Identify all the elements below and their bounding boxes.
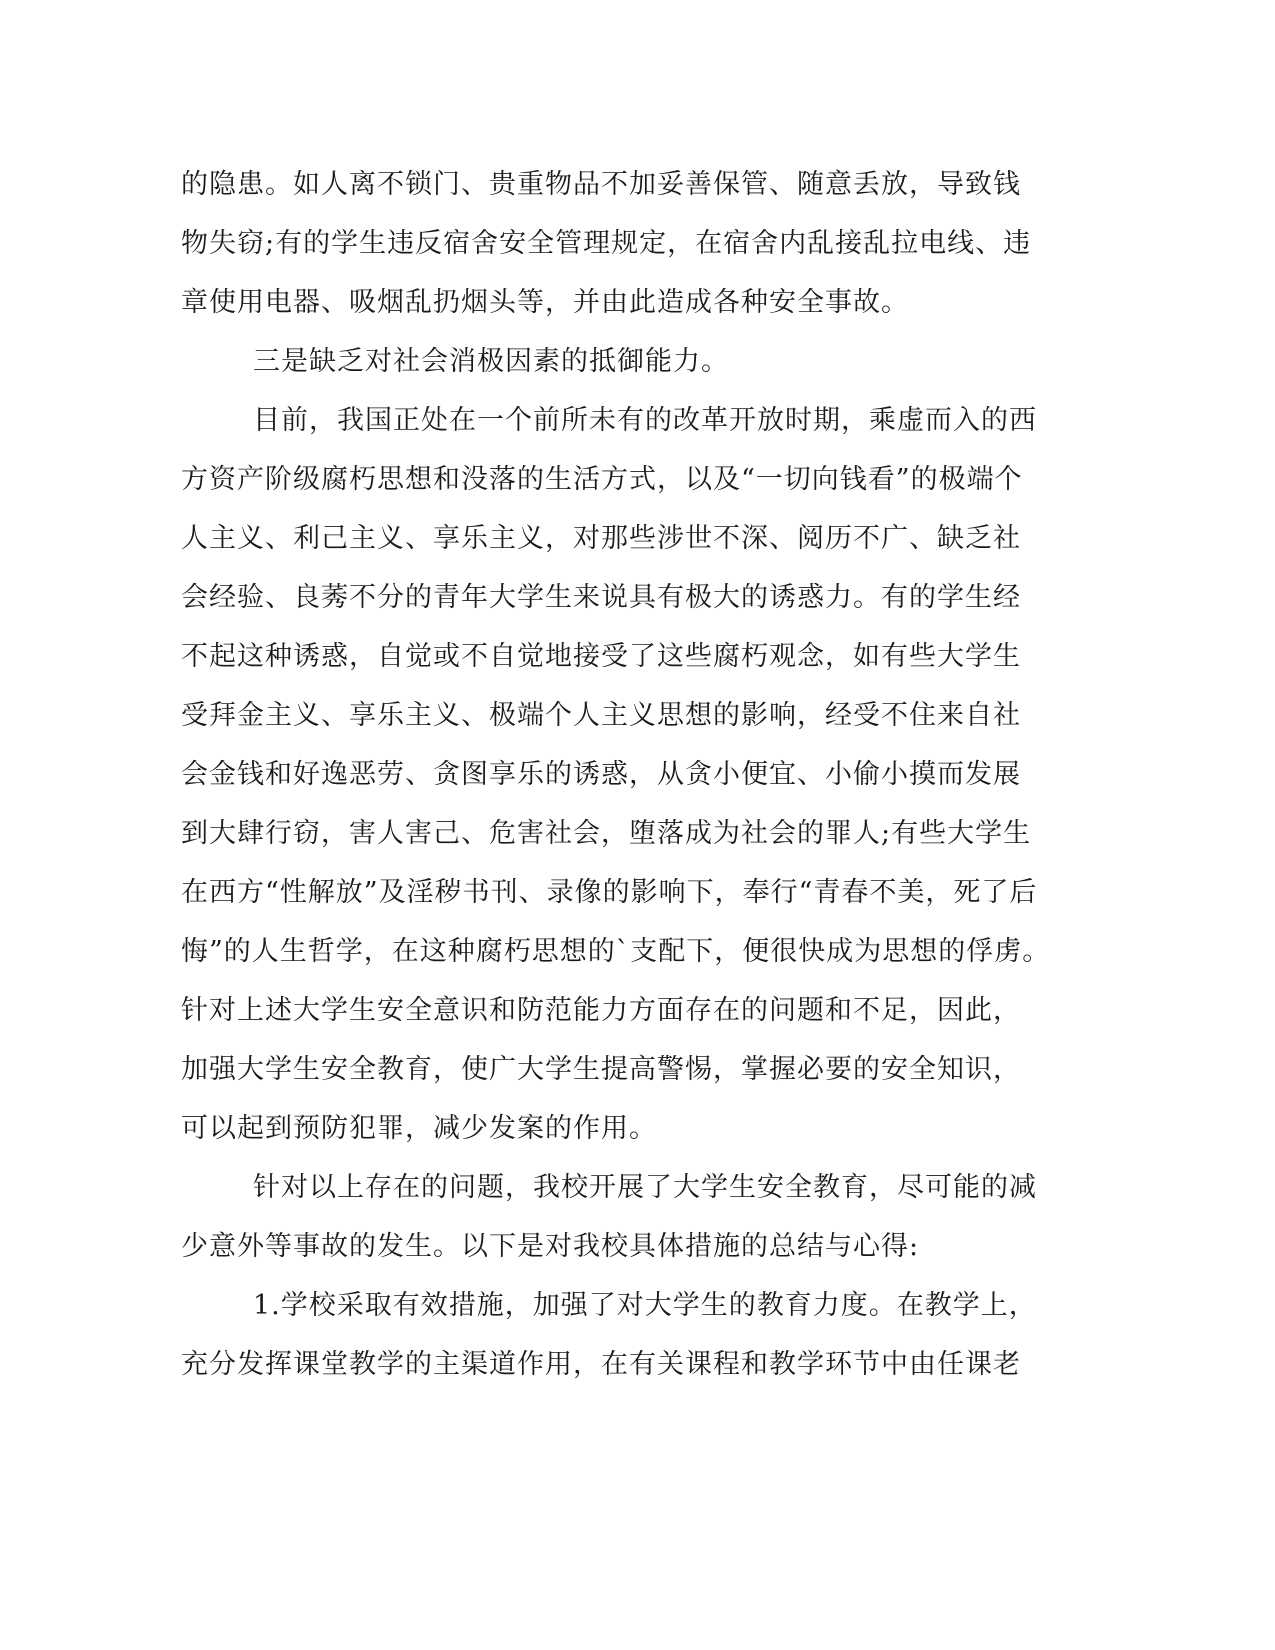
text-line: 目前，我国正处在一个前所未有的改革开放时期，乘虚而入的西 (253, 405, 1037, 436)
text-line: 方资产阶级腐朽思想和没落的生活方式，以及“一切向钱看”的极端个 (181, 464, 1023, 495)
text-line: 三是缺乏对社会消极因素的抵御能力。 (253, 346, 729, 377)
text-line: 悔”的人生哲学，在这种腐朽思想的`支配下，便很快成为思想的俘虏。 (181, 936, 1051, 967)
text-line: 会经验、良莠不分的青年大学生来说具有极大的诱惑力。有的学生经 (181, 582, 1021, 613)
text-line: 受拜金主义、享乐主义、极端个人主义思想的影响，经受不住来自社 (181, 700, 1021, 731)
document-body (181, 155, 1051, 1394)
text-line: 在西方“性解放”及淫秽书刊、录像的影响下，奉行“青春不美，死了后 (181, 877, 1038, 908)
text-line: 1.学校采取有效措施，加强了对大学生的教育力度。在教学上， (253, 1290, 1037, 1321)
text-line: 不起这种诱惑，自觉或不自觉地接受了这些腐朽观念，如有些大学生 (181, 641, 1021, 672)
text-line: 充分发挥课堂教学的主渠道作用，在有关课程和教学环节中由任课老 (181, 1349, 1021, 1380)
text-line: 会金钱和好逸恶劳、贪图享乐的诱惑，从贪小便宜、小偷小摸而发展 (181, 759, 1021, 790)
text-line: 针对以上存在的问题，我校开展了大学生安全教育，尽可能的减 (253, 1172, 1037, 1203)
text-line: 人主义、利己主义、享乐主义，对那些涉世不深、阅历不广、缺乏社 (181, 523, 1021, 554)
text-line: 针对上述大学生安全意识和防范能力方面存在的问题和不足，因此， (181, 995, 1021, 1026)
text-line: 物失窃;有的学生违反宿舍安全管理规定，在宿舍内乱接乱拉电线、违 (181, 228, 1032, 259)
text-line: 少意外等事故的发生。以下是对我校具体措施的总结与心得: (181, 1231, 920, 1262)
text-line: 可以起到预防犯罪，减少发案的作用。 (181, 1113, 657, 1144)
text-line: 的隐患。如人离不锁门、贵重物品不加妥善保管、随意丢放，导致钱 (181, 169, 1021, 200)
text-line: 加强大学生安全教育，使广大学生提高警惕，掌握必要的安全知识， (181, 1054, 1021, 1085)
text-line: 到大肆行窃，害人害己、危害社会，堕落成为社会的罪人;有些大学生 (181, 818, 1032, 849)
text-line: 章使用电器、吸烟乱扔烟头等，并由此造成各种安全事故。 (181, 287, 909, 318)
